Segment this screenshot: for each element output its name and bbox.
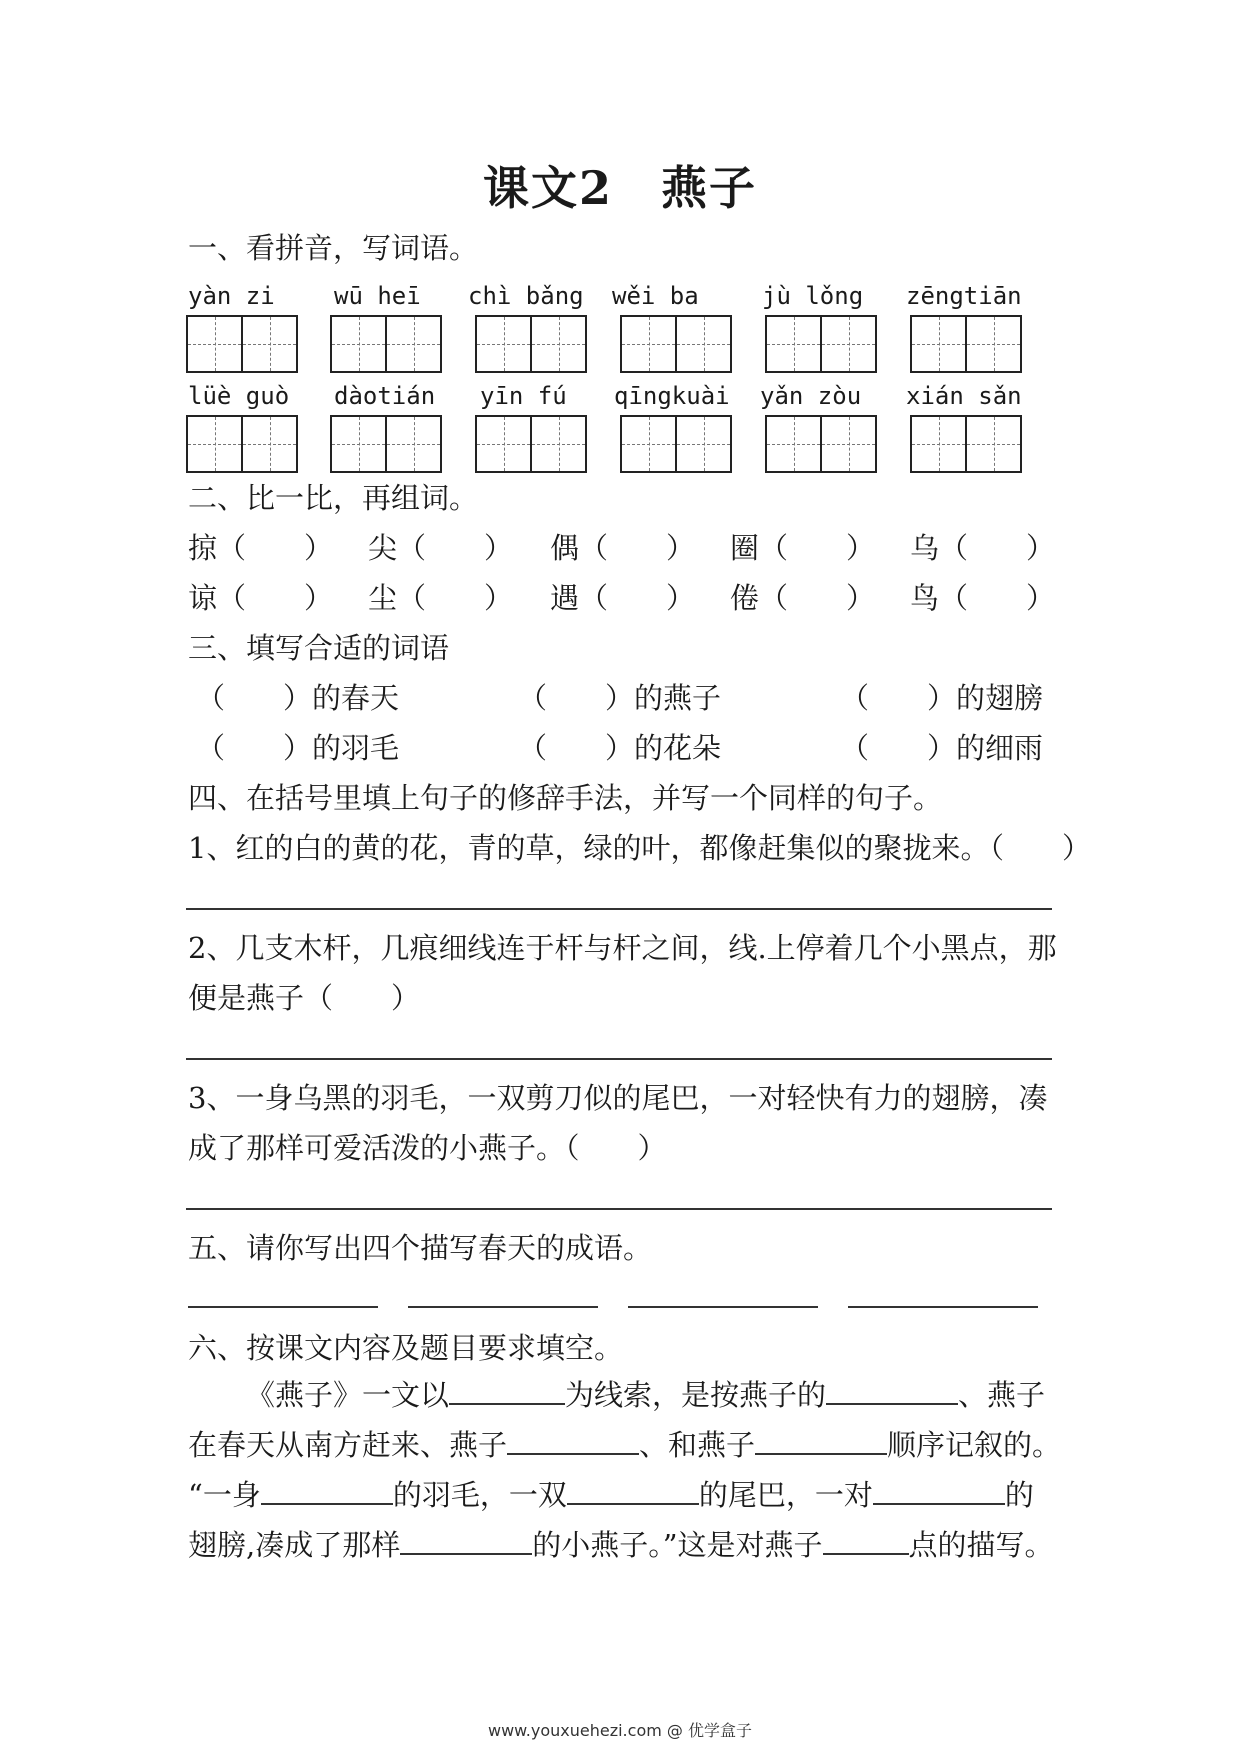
fill-blank[interactable] [823, 1525, 909, 1555]
question-1: 1、红的白的黄的花，青的草，绿的叶，都像赶集似的聚拢来。（ ） [188, 831, 1091, 865]
fill-paragraph [188, 1370, 1062, 1570]
fill-blank[interactable] [261, 1475, 393, 1505]
text-fragment: “一身 [188, 1478, 261, 1512]
pinyin-label: jù lǒng [762, 282, 864, 310]
text-fragment: 为线索，是按燕子的 [565, 1378, 827, 1412]
section-6-heading: 六、按课文内容及题目要求填空。 [188, 1331, 624, 1365]
compare-item[interactable]: 倦（ ） [730, 581, 876, 615]
text-fragment: 点的描写。 [908, 1528, 1054, 1562]
text-fragment: 的小燕子。”这是对燕子 [532, 1528, 823, 1562]
section-4-heading: 四、在括号里填上句子的修辞手法，并写一个同样的句子。 [188, 781, 943, 815]
pinyin-label: yīn fú [480, 382, 567, 410]
pinyin-label: dàotián [334, 382, 436, 410]
text-fragment: 的羽毛，一双 [392, 1478, 567, 1512]
compare-item[interactable]: 圈（ ） [730, 531, 876, 565]
phrase-item[interactable]: （ ）的花朵 [518, 731, 722, 765]
fill-blank[interactable] [449, 1375, 565, 1405]
question-3-line-2: 成了那样可爱活泼的小燕子。（ ） [188, 1131, 667, 1165]
pinyin-label: wěi ba [612, 282, 699, 310]
compare-item[interactable]: 尖（ ） [368, 531, 514, 565]
text-fragment: 《燕子》一文以 [246, 1378, 450, 1412]
pinyin-label: yǎn zòu [760, 382, 862, 410]
fill-blank[interactable] [400, 1525, 532, 1555]
writing-grid[interactable] [330, 415, 442, 473]
writing-grid[interactable] [910, 415, 1022, 473]
page-title: 课文2 燕子 [482, 161, 757, 215]
phrase-item[interactable]: （ ）的翅膀 [840, 681, 1044, 715]
fill-blank[interactable] [826, 1375, 958, 1405]
phrase-item[interactable]: （ ）的羽毛 [196, 731, 400, 765]
question-2-line-2: 便是燕子（ ） [188, 981, 421, 1015]
writing-grid[interactable] [186, 415, 298, 473]
writing-grid[interactable] [910, 315, 1022, 373]
writing-grid[interactable] [765, 415, 877, 473]
pinyin-label: chì bǎng [468, 282, 584, 310]
pinyin-label: qīngkuài [614, 382, 730, 410]
compare-item[interactable]: 谅（ ） [188, 581, 334, 615]
text-fragment: 、燕子 [958, 1378, 1046, 1412]
compare-item[interactable]: 尘（ ） [368, 581, 514, 615]
phrase-item[interactable]: （ ）的燕子 [518, 681, 722, 715]
phrase-item[interactable]: （ ）的春天 [196, 681, 400, 715]
idiom-line[interactable] [848, 1306, 1038, 1308]
idiom-line[interactable] [188, 1306, 378, 1308]
pinyin-label: wū heī [334, 282, 421, 310]
text-fragment: 顺序记叙的。 [887, 1428, 1062, 1462]
section-3-heading: 三、填写合适的词语 [188, 631, 450, 665]
question-3-line-1: 3、一身乌黑的羽毛，一双剪刀似的尾巴，一对轻快有力的翅膀，凑 [188, 1081, 1048, 1115]
pinyin-label: zēngtiān [906, 282, 1022, 310]
text-fragment: 、和燕子 [639, 1428, 756, 1462]
pinyin-label: yàn zi [188, 282, 275, 310]
text-fragment: 翅膀,凑成了那样 [188, 1528, 401, 1562]
compare-item[interactable]: 鸟（ ） [910, 581, 1056, 615]
pinyin-label: xián sǎn [906, 382, 1022, 410]
compare-item[interactable]: 乌（ ） [910, 531, 1056, 565]
writing-grid[interactable] [765, 315, 877, 373]
answer-line[interactable] [186, 1058, 1052, 1060]
compare-item[interactable]: 遇（ ） [550, 581, 696, 615]
compare-item[interactable]: 掠（ ） [188, 531, 334, 565]
writing-grid[interactable] [620, 315, 732, 373]
text-fragment: 的尾巴，一对 [698, 1478, 873, 1512]
question-2-line-1: 2、几支木杆，几痕细线连于杆与杆之间，线.上停着几个小黑点，那 [188, 931, 1057, 965]
footer-watermark: www.youxuehezi.com @ 优学盒子 [488, 1721, 752, 1740]
idiom-line[interactable] [628, 1306, 818, 1308]
text-fragment: 在春天从南方赶来、燕子 [188, 1428, 508, 1462]
writing-grid[interactable] [620, 415, 732, 473]
phrase-item[interactable]: （ ）的细雨 [840, 731, 1044, 765]
idiom-line[interactable] [408, 1306, 598, 1308]
fill-blank[interactable] [567, 1475, 699, 1505]
text-fragment: 的 [1004, 1478, 1034, 1512]
section-5-heading: 五、请你写出四个描写春天的成语。 [188, 1231, 653, 1265]
section-2-heading: 二、比一比，再组词。 [188, 481, 479, 515]
pinyin-label: lüè guò [188, 382, 290, 410]
answer-line[interactable] [186, 1208, 1052, 1210]
fill-blank[interactable] [873, 1475, 1005, 1505]
writing-grid[interactable] [186, 315, 298, 373]
writing-grid[interactable] [475, 415, 587, 473]
answer-line[interactable] [186, 908, 1052, 910]
writing-grid[interactable] [330, 315, 442, 373]
compare-item[interactable]: 偶（ ） [550, 531, 696, 565]
section-1-heading: 一、看拼音，写词语。 [188, 231, 479, 265]
fill-blank[interactable] [507, 1425, 639, 1455]
writing-grid[interactable] [475, 315, 587, 373]
fill-blank[interactable] [755, 1425, 887, 1455]
